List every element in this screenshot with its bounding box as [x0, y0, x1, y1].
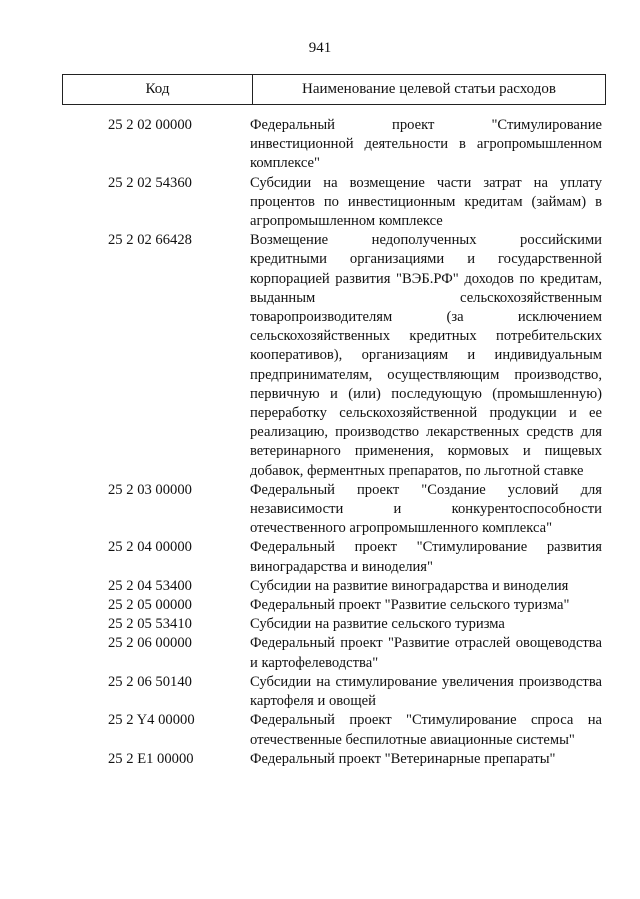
table-row	[0, 116, 640, 174]
row-name: Федеральный проект "Стимулирование развития виноградарства и виноделия"	[250, 539, 602, 575]
table-row	[0, 634, 640, 672]
table-row	[0, 174, 640, 232]
row-name: Федеральный проект "Развитие отраслей овощеводства и картофелеводства"	[250, 635, 602, 671]
row-code: 25 2 05 00000	[108, 597, 192, 614]
column-header-name: Наименование целевой статьи расходов	[302, 81, 556, 97]
row-code: 25 2 06 50140	[108, 673, 192, 690]
row-name: Субсидии на возмещение части затрат на уплату процентов по инвестиционным кредитам (займам) в агропромышленном комплексе	[250, 174, 602, 230]
row-code: 25 2 02 54360	[108, 174, 192, 191]
row-name: Субсидии на развитие сельского туризма	[250, 616, 505, 633]
table-row	[0, 538, 640, 576]
table-row	[0, 577, 640, 596]
table-row	[0, 615, 640, 634]
row-code: 25 2 04 00000	[108, 539, 192, 556]
row-name: Федеральный проект "Ветеринарные препараты"	[250, 750, 556, 767]
row-name: Возмещение недополученных российскими кредитными организациями и государственной корпорацией развития "ВЭБ.РФ" доходов по кредитам, выданным сельскохозяйственным товаропроизводителям (за исключением сельскохозяйственных кредитных потребительских кооперативов), организациям и индивидуальным предпринимателям, осуществляющим производство, первичную и (или) последующую (промышленную) переработку сельскохозяйственной продукции и ее реализацию, производство лекарственных средств для ветеринарного применения, кормовых и пищевых добавок, ферментных препаратов, по льготной ставке	[250, 232, 602, 479]
table-row	[0, 711, 640, 749]
row-code: 25 2 03 00000	[108, 481, 192, 498]
row-code: 25 2 06 00000	[108, 635, 192, 652]
row-code: 25 2 05 53410	[108, 616, 192, 633]
row-name: Федеральный проект "Стимулирование инвестиционной деятельности в агропромышленном комплексе"	[250, 117, 602, 172]
table-row	[0, 750, 640, 769]
table-row	[0, 231, 640, 481]
row-name: Федеральный проект "Развитие сельского туризма"	[250, 597, 570, 614]
row-code: 25 2 04 53400	[108, 577, 192, 594]
page-number: 941	[308, 40, 332, 56]
row-code: 25 2 02 66428	[108, 232, 192, 249]
table-body	[0, 116, 640, 769]
table-row	[0, 481, 640, 539]
row-code: 25 2 Y4 00000	[108, 712, 195, 729]
row-name: Федеральный проект "Создание условий для независимости и конкурентоспособности отечественного агропромышленного комплекса"	[250, 481, 602, 537]
column-header-code: Код	[63, 75, 253, 104]
row-name: Субсидии на стимулирование увеличения производства картофеля и овощей	[250, 673, 602, 710]
table-row	[0, 673, 640, 711]
table-row	[0, 596, 640, 615]
table-header	[62, 74, 606, 105]
row-name: Федеральный проект "Стимулирование спроса на отечественные беспилотные авиационные системы"	[250, 712, 602, 748]
row-name: Субсидии на развитие виноградарства и виноделия	[250, 577, 569, 594]
row-code: 25 2 02 00000	[108, 117, 192, 133]
row-code: 25 2 E1 00000	[108, 750, 194, 767]
